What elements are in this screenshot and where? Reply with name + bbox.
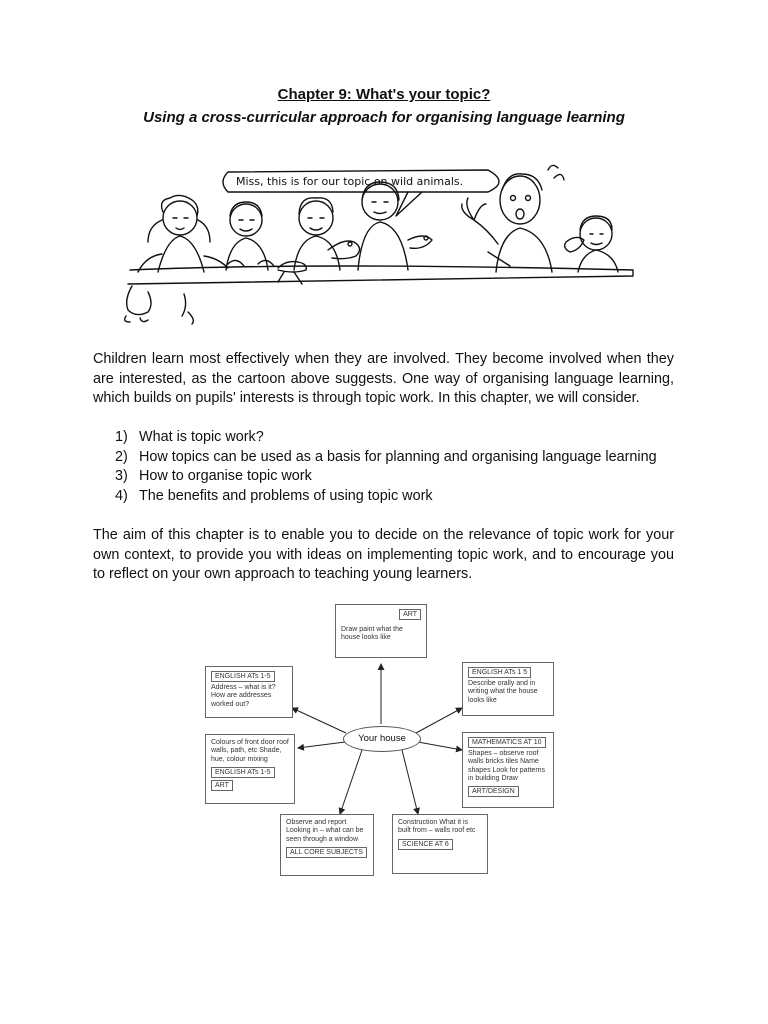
child-boy bbox=[226, 202, 274, 270]
animal-bottom-left bbox=[125, 286, 151, 322]
center-node: Your house bbox=[343, 726, 421, 752]
colours-english-tag: ENGLISH ATs 1-5 bbox=[211, 767, 275, 778]
art-box bbox=[335, 604, 427, 658]
english-describe-text: Describe orally and in writing what the house looks like bbox=[468, 680, 538, 704]
speech-bubble-text: Miss, this is for our topic on wild animals. bbox=[236, 175, 464, 188]
observe-text: Observe and report Looking in – what can be seen through a window bbox=[286, 819, 364, 843]
art-box-text: Draw paint what the house looks like bbox=[341, 626, 403, 642]
list-item: 3) How to organise topic work bbox=[115, 468, 312, 485]
topic-web-diagram bbox=[200, 600, 565, 882]
list-item: 1) What is topic work? bbox=[115, 429, 264, 445]
child-with-frog-right bbox=[565, 216, 618, 272]
colours-text: Colours of front door roof walls, path, etc Shade, hue, colour mixing bbox=[211, 739, 289, 763]
maths-text: Shapes – observe roof walls bricks tiles Name shapes Look for patterns in building Draw bbox=[468, 750, 546, 783]
english-address-box bbox=[205, 666, 293, 718]
english-tag: ENGLISH ATs 1-5 bbox=[211, 671, 275, 682]
art-design-tag: ART/DESIGN bbox=[468, 786, 519, 797]
observe-box bbox=[280, 814, 374, 876]
english-address-text: Address – what is it? How are addresses worked out? bbox=[211, 684, 276, 708]
colours-box bbox=[205, 734, 295, 804]
cartoon-illustration bbox=[118, 160, 640, 325]
maths-box bbox=[462, 732, 554, 808]
surprised-adult bbox=[462, 165, 564, 272]
chapter-subtitle: Using a cross-curricular approach for organising language learning bbox=[143, 109, 625, 126]
construction-text: Construction What it is built from – walls roof etc bbox=[398, 819, 476, 835]
child-with-frog bbox=[294, 198, 360, 270]
teacher bbox=[358, 182, 432, 270]
colours-art-tag: ART bbox=[211, 780, 233, 791]
maths-tag: MATHEMATICS AT 10 bbox=[468, 737, 546, 748]
science-tag: SCIENCE AT 6 bbox=[398, 839, 453, 850]
core-subjects-tag: ALL CORE SUBJECTS bbox=[286, 847, 367, 858]
child-girl bbox=[138, 195, 228, 272]
list-item: 2) How topics can be used as a basis for planning and organising language learning bbox=[115, 448, 657, 465]
english-describe-box bbox=[462, 662, 554, 716]
topic-list bbox=[93, 428, 674, 506]
construction-box bbox=[392, 814, 488, 874]
aim-paragraph: The aim of this chapter is to enable you to decide on the relevance of topic work for your own context, to provide you with ideas on implementing topic work, and to encourage you to reflect on your own approach to teaching young learners. bbox=[93, 527, 674, 583]
list-item: 4) The benefits and problems of using topic work bbox=[115, 487, 433, 504]
chapter-title: Chapter 9: What's your topic? bbox=[277, 86, 491, 103]
intro-paragraph: Children learn most effectively when they are involved. They become involved when they are interested, as the cartoon above suggests. One way of organising language learning, which builds on pupils' interests is through topic work. In this chapter, we will consider. bbox=[93, 351, 674, 407]
english-tag-right: ENGLISH ATs 1 5 bbox=[468, 667, 531, 678]
art-tag: ART bbox=[399, 609, 421, 620]
